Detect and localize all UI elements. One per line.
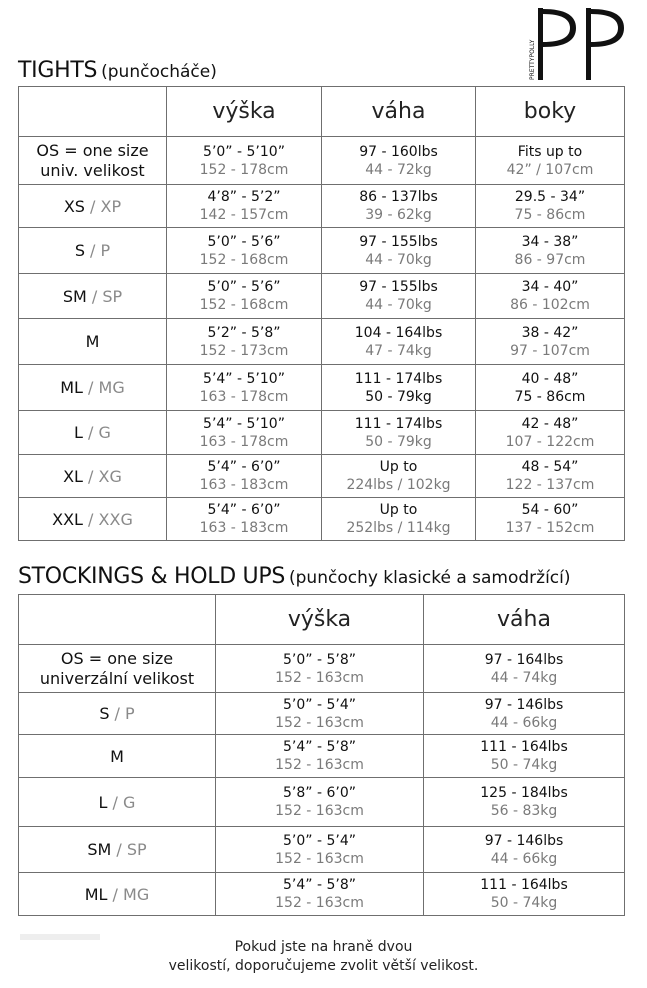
hips-cell xyxy=(476,274,625,319)
table-row xyxy=(19,873,625,916)
size-label-cell xyxy=(19,455,167,498)
hips-cell-secondary: 42” / 107cm xyxy=(506,161,594,178)
weight-cell-primary: 86 - 137lbs xyxy=(359,189,438,205)
height-cell xyxy=(167,498,322,541)
height-cell-secondary: 142 - 157cm xyxy=(199,207,289,223)
table-row xyxy=(19,137,625,185)
weight-cell-secondary: 44 - 70kg xyxy=(365,251,432,268)
height-cell xyxy=(216,693,424,735)
weight-cell-primary: 111 - 174lbs xyxy=(354,415,443,432)
size-separator: / xyxy=(84,196,101,216)
hips-cell xyxy=(476,228,625,274)
tights-title xyxy=(18,58,217,83)
table-row xyxy=(19,455,625,498)
hips-cell xyxy=(476,185,625,228)
height-cell xyxy=(167,319,322,365)
weight-cell-primary: 111 - 164lbs xyxy=(480,739,568,755)
table-row xyxy=(19,645,625,693)
weight-cell xyxy=(424,873,625,916)
height-cell xyxy=(216,873,424,916)
hips-cell-primary: 34 - 40” xyxy=(521,279,579,295)
weight-cell xyxy=(424,735,625,778)
weight-cell-secondary: 39 - 62kg xyxy=(365,207,432,223)
size-label-main: S xyxy=(99,704,110,723)
hips-cell xyxy=(476,365,625,411)
header-height: výška xyxy=(167,87,322,137)
size-label-cell xyxy=(19,319,167,365)
size-separator: / xyxy=(82,423,99,442)
size-label-main: ML xyxy=(84,884,108,904)
height-cell-secondary: 152 - 163cm xyxy=(275,669,364,686)
tights-header-row xyxy=(19,87,625,137)
weight-cell xyxy=(322,455,476,498)
height-cell-primary: 4’8” - 5’2” xyxy=(207,189,281,205)
height-cell-secondary: 152 - 163cm xyxy=(275,714,364,731)
pretty-polly-logo xyxy=(524,6,628,82)
height-cell xyxy=(216,778,424,827)
size-label-main: S xyxy=(74,241,85,260)
weight-cell-primary: 97 - 155lbs xyxy=(359,279,438,295)
stockings-title xyxy=(18,564,571,589)
hips-cell-secondary: 75 - 86cm xyxy=(514,207,586,223)
header-blank-cell xyxy=(19,87,167,137)
size-label-alt: SP xyxy=(102,286,123,306)
height-cell-primary: 5’4” - 6’0” xyxy=(207,459,281,475)
weight-cell xyxy=(424,693,625,735)
tights-title-text: TIGHTS xyxy=(18,58,98,83)
size-label-main: ML xyxy=(60,378,83,397)
hips-cell-secondary: 97 - 107cm xyxy=(510,342,590,359)
tights-subtitle: (punčocháče) xyxy=(101,62,217,82)
size-label-cell xyxy=(19,645,216,693)
size-label-cell xyxy=(19,411,167,455)
header-weight: váha xyxy=(322,87,476,137)
size-label-main: OS = one size xyxy=(60,648,174,668)
size-label-alt: MG xyxy=(98,378,125,397)
height-cell xyxy=(167,185,322,228)
table-row xyxy=(19,228,625,274)
stockings-title-text: STOCKINGS & HOLD UPS xyxy=(18,564,285,589)
weight-cell-secondary: 44 - 70kg xyxy=(365,297,432,313)
weight-cell xyxy=(322,228,476,274)
weight-cell xyxy=(322,411,476,455)
hips-cell-secondary: 137 - 152cm xyxy=(505,520,595,536)
weight-cell-secondary: 44 - 66kg xyxy=(490,850,558,867)
hips-cell-primary: 29.5 - 34” xyxy=(514,189,586,205)
size-separator: / xyxy=(111,840,127,859)
hips-cell-secondary: 86 - 97cm xyxy=(514,251,586,268)
weight-cell-primary: 97 - 164lbs xyxy=(484,651,564,668)
size-separator: / xyxy=(82,466,99,486)
height-cell-primary: 5’0” - 5’4” xyxy=(283,696,356,713)
height-cell-primary: 5’4” - 5’8” xyxy=(283,877,356,893)
header-blank-cell xyxy=(19,595,216,645)
height-cell-secondary: 152 - 173cm xyxy=(199,342,289,359)
size-label-alt: G xyxy=(98,423,111,442)
size-label-cell xyxy=(19,365,167,411)
size-label-main: SM xyxy=(62,286,87,306)
hips-cell-secondary: 122 - 137cm xyxy=(505,477,595,493)
weight-cell-secondary: 224lbs / 102kg xyxy=(346,477,451,493)
weight-cell xyxy=(322,319,476,365)
hips-cell-primary: 54 - 60” xyxy=(521,502,579,518)
height-cell-primary: 5’0” - 5’6” xyxy=(207,279,281,295)
height-cell xyxy=(167,274,322,319)
size-label-alt: XP xyxy=(100,196,122,216)
size-label-main: M xyxy=(85,332,100,351)
size-label-main: M xyxy=(110,746,124,766)
size-separator: / xyxy=(84,241,101,260)
size-label-alt: univ. velikost xyxy=(40,160,145,180)
weight-cell-primary: 97 - 160lbs xyxy=(359,143,438,160)
weight-cell-secondary: 50 - 79kg xyxy=(365,433,432,450)
hips-cell xyxy=(476,411,625,455)
height-cell-primary: 5’0” - 5’4” xyxy=(283,832,356,849)
size-label-cell xyxy=(19,693,216,735)
hips-cell xyxy=(476,137,625,185)
size-label-main: XS xyxy=(63,196,85,216)
weight-cell-primary: 111 - 164lbs xyxy=(480,877,568,893)
size-label-cell xyxy=(19,735,216,778)
size-label-alt: MG xyxy=(123,884,150,904)
size-label-cell xyxy=(19,228,167,274)
size-label-alt: SP xyxy=(126,840,147,859)
height-cell-primary: 5’4” - 5’10” xyxy=(203,415,285,432)
weight-cell-primary: 97 - 146lbs xyxy=(484,832,564,849)
weight-cell-primary: Up to xyxy=(379,502,418,518)
table-row xyxy=(19,778,625,827)
size-separator: / xyxy=(107,884,124,904)
weight-cell-primary: 97 - 146lbs xyxy=(484,696,564,713)
hips-cell xyxy=(476,319,625,365)
table-row xyxy=(19,693,625,735)
size-separator: / xyxy=(107,792,124,812)
size-separator: / xyxy=(82,378,99,397)
height-cell-secondary: 152 - 163cm xyxy=(275,803,364,819)
size-label-cell xyxy=(19,778,216,827)
weight-cell xyxy=(424,778,625,827)
weight-cell-primary: Up to xyxy=(379,459,418,475)
weight-cell xyxy=(424,827,625,873)
height-cell xyxy=(167,455,322,498)
stockings-subtitle: (punčochy klasické a samodržící) xyxy=(289,568,571,588)
header-hips: boky xyxy=(476,87,625,137)
size-label-cell xyxy=(19,498,167,541)
hips-cell-primary: 48 - 54” xyxy=(521,459,579,475)
note-line-1: Pokud jste na hraně dvou xyxy=(234,939,413,955)
tights-size-table xyxy=(18,86,625,541)
height-cell xyxy=(216,827,424,873)
size-label-alt: P xyxy=(100,241,111,260)
table-row xyxy=(19,498,625,541)
weight-cell-secondary: 47 - 74kg xyxy=(365,342,432,359)
size-label-main: L xyxy=(74,423,83,442)
weight-cell-secondary: 50 - 74kg xyxy=(490,757,558,773)
hips-cell-primary: 38 - 42” xyxy=(521,324,579,341)
height-cell-secondary: 152 - 163cm xyxy=(275,850,364,867)
height-cell-secondary: 163 - 183cm xyxy=(199,477,289,493)
weight-cell xyxy=(322,498,476,541)
height-cell xyxy=(216,645,424,693)
size-label-main: L xyxy=(98,792,108,812)
size-label-main: SM xyxy=(87,840,112,859)
weight-cell xyxy=(322,137,476,185)
size-advice-note xyxy=(0,938,647,976)
weight-cell xyxy=(424,645,625,693)
size-separator: / xyxy=(109,704,126,723)
height-cell-secondary: 152 - 168cm xyxy=(199,251,289,268)
hips-cell-primary: 42 - 48” xyxy=(521,415,579,432)
height-cell-secondary: 152 - 163cm xyxy=(275,895,364,911)
size-label-main: OS = one size xyxy=(36,140,149,160)
weight-cell-secondary: 44 - 72kg xyxy=(365,161,432,178)
hips-cell xyxy=(476,498,625,541)
height-cell-secondary: 152 - 178cm xyxy=(199,161,289,178)
table-row xyxy=(19,319,625,365)
size-label-main: XL xyxy=(63,466,83,486)
size-label-alt: XG xyxy=(98,466,122,486)
height-cell-primary: 5’2” - 5’8” xyxy=(207,324,281,341)
height-cell-primary: 5’0” - 5’10” xyxy=(203,143,285,160)
weight-cell xyxy=(322,365,476,411)
size-separator: / xyxy=(86,286,103,306)
height-cell-secondary: 163 - 178cm xyxy=(199,388,289,405)
stockings-size-table xyxy=(18,594,625,916)
hips-cell-primary: 34 - 38” xyxy=(521,233,579,250)
hips-cell xyxy=(476,455,625,498)
height-cell-secondary: 152 - 163cm xyxy=(275,757,364,773)
weight-cell-secondary: 50 - 79kg xyxy=(365,388,432,405)
size-label-alt: P xyxy=(125,704,135,723)
weight-cell xyxy=(322,185,476,228)
height-cell xyxy=(167,365,322,411)
size-label-alt: XXG xyxy=(98,509,133,529)
hips-cell-secondary: 107 - 122cm xyxy=(505,433,595,450)
height-cell xyxy=(216,735,424,778)
hips-cell-secondary: 75 - 86cm xyxy=(514,388,586,405)
table-row xyxy=(19,411,625,455)
weight-cell-secondary: 56 - 83kg xyxy=(490,803,558,819)
size-label-cell xyxy=(19,873,216,916)
note-line-2: velikostí, doporučujeme zvolit větší velikost. xyxy=(168,958,479,974)
height-cell xyxy=(167,411,322,455)
weight-cell xyxy=(322,274,476,319)
hips-cell-primary: Fits up to xyxy=(517,143,583,160)
height-cell-primary: 5’8” - 6’0” xyxy=(283,785,356,801)
stockings-header-row xyxy=(19,595,625,645)
size-label-cell xyxy=(19,827,216,873)
height-cell-primary: 5’0” - 5’6” xyxy=(207,233,281,250)
weight-cell-secondary: 252lbs / 114kg xyxy=(346,520,451,536)
table-row xyxy=(19,365,625,411)
table-row xyxy=(19,185,625,228)
hips-cell-primary: 40 - 48” xyxy=(521,370,579,387)
size-label-main: XXL xyxy=(52,509,83,529)
header-height: výška xyxy=(216,595,424,645)
size-separator: / xyxy=(82,509,99,529)
table-row xyxy=(19,735,625,778)
weight-cell-primary: 111 - 174lbs xyxy=(354,370,443,387)
height-cell xyxy=(167,137,322,185)
size-label-cell xyxy=(19,137,167,185)
hips-cell-secondary: 86 - 102cm xyxy=(510,297,590,313)
weight-cell-secondary: 44 - 74kg xyxy=(490,669,558,686)
table-row xyxy=(19,827,625,873)
weight-cell-primary: 97 - 155lbs xyxy=(359,233,438,250)
height-cell xyxy=(167,228,322,274)
weight-cell-primary: 125 - 184lbs xyxy=(480,785,568,801)
height-cell-secondary: 163 - 183cm xyxy=(199,520,289,536)
size-label-cell xyxy=(19,185,167,228)
weight-cell-secondary: 44 - 66kg xyxy=(490,714,558,731)
logo-vertical-text: PRETTYPOLLY xyxy=(529,39,536,80)
height-cell-secondary: 152 - 168cm xyxy=(199,297,289,313)
size-label-alt: univerzální velikost xyxy=(39,668,195,688)
height-cell-secondary: 163 - 178cm xyxy=(199,433,289,450)
size-label-alt: G xyxy=(123,792,136,812)
weight-cell-primary: 104 - 164lbs xyxy=(354,324,443,341)
size-label-cell xyxy=(19,274,167,319)
height-cell-primary: 5’0” - 5’8” xyxy=(283,651,356,668)
table-row xyxy=(19,274,625,319)
height-cell-primary: 5’4” - 5’10” xyxy=(203,370,285,387)
height-cell-primary: 5’4” - 6’0” xyxy=(207,502,281,518)
header-weight: váha xyxy=(424,595,625,645)
weight-cell-secondary: 50 - 74kg xyxy=(490,895,558,911)
height-cell-primary: 5’4” - 5’8” xyxy=(283,739,356,755)
